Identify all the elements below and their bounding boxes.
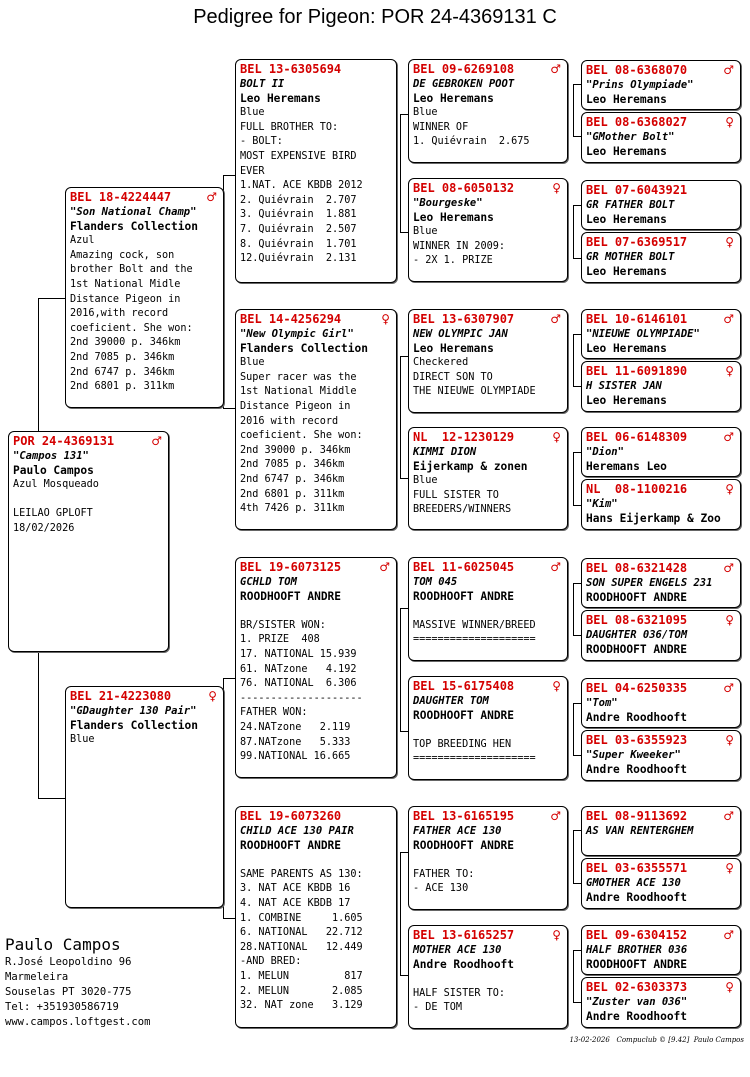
info-line: - ACE 130 — [413, 883, 469, 895]
info-line — [413, 604, 563, 619]
info-line: 1. COMBINE 1.605 — [240, 912, 363, 924]
sex-symbol: ♀ — [725, 980, 734, 994]
info-line: Distance Pigeon in — [70, 293, 181, 305]
ring-number: BEL 08-9113692 — [586, 809, 688, 823]
sex-symbol: ♂ — [550, 560, 561, 574]
pigeon-dssd[interactable] — [581, 610, 741, 661]
ring-number: BEL 11-6091890 — [586, 364, 688, 378]
info-line: FATHER TO: — [413, 868, 475, 880]
pigeon-ddd[interactable] — [408, 925, 568, 1029]
sex-symbol: ♀ — [725, 861, 734, 875]
sex-symbol: ♂ — [550, 62, 561, 76]
ring-number: BEL 13-6165195 — [413, 809, 515, 823]
breeder-name: Andre Roodhooft — [586, 710, 688, 724]
ring-number: POR 24-4369131 — [13, 434, 115, 448]
breeder-name: Flanders Collection — [240, 341, 368, 355]
info-line: FULL SISTER TO — [413, 489, 499, 501]
pigeon-sdd[interactable] — [408, 427, 568, 530]
info-line: 2nd 7085 p. 346km — [240, 459, 345, 471]
breeder-name: Flanders Collection — [70, 219, 198, 233]
ring-number: BEL 21-4223080 — [70, 689, 172, 703]
ring-number: BEL 03-6355923 — [586, 733, 688, 747]
sex-symbol: ♀ — [552, 679, 561, 693]
info-line: 28.NATIONAL 12.449 — [240, 941, 363, 953]
info-line: 2. MELUN 2.085 — [240, 985, 363, 997]
ring-number: BEL 08-6050132 — [413, 181, 515, 195]
sex-symbol: ♀ — [208, 689, 217, 703]
breeder-name: Andre Roodhooft — [586, 762, 688, 776]
pigeon-name: "Super Kweeker" — [586, 749, 681, 761]
pigeon-name: MOTHER ACE 130 — [413, 944, 502, 956]
pigeon-name: AS VAN RENTERGHEM — [586, 825, 694, 837]
breeder-name: Leo Heremans — [586, 92, 667, 106]
pigeon-name: DAUGHTER 036/TOM — [586, 629, 688, 641]
info-line: 12.Quiévrain 2.131 — [240, 253, 357, 265]
pigeon-sire[interactable] — [65, 187, 224, 408]
pigeon-name: "GDaughter 130 Pair" — [70, 705, 197, 717]
pigeon-ssdd[interactable] — [581, 232, 741, 283]
info-line: Blue — [240, 357, 265, 369]
info-line: MASSIVE WINNER/BREED — [413, 619, 536, 631]
info-line: TOP BREEDING HEN — [413, 738, 512, 750]
sex-symbol: ♀ — [725, 733, 734, 747]
breeder-name: ROODHOOFT ANDRE — [413, 838, 515, 852]
breeder-name: Leo Heremans — [413, 341, 494, 355]
ring-number: BEL 07-6369517 — [586, 235, 688, 249]
pigeon-name: GR FATHER BOLT — [586, 199, 675, 211]
ring-number: NL 12-1230129 — [413, 430, 515, 444]
info-line: 1. MELUN 817 — [240, 970, 363, 982]
info-line: Blue — [413, 475, 438, 487]
breeder-name: Flanders Collection — [70, 718, 198, 732]
pigeon-ddds[interactable] — [581, 925, 741, 975]
info-line: 2016,with record — [70, 308, 169, 320]
pigeon-name: "New Olympic Girl" — [240, 328, 354, 340]
info-line: 76. NATIONAL 6.306 — [240, 678, 357, 690]
sex-symbol: ♂ — [723, 312, 734, 326]
ring-number: BEL 18-4224447 — [70, 190, 172, 204]
info-line: 2nd 7085 p. 346km — [70, 351, 175, 363]
info-line: 2016 with record — [240, 415, 339, 427]
info-line: Azul Mosqueado — [13, 479, 99, 491]
ring-number: BEL 13-6305694 — [240, 62, 342, 76]
breeder-name: Leo Heremans — [586, 341, 667, 355]
info-line: WINNER IN 2009: — [413, 240, 506, 252]
info-line: 1st National Middle — [240, 386, 357, 398]
info-line: FULL BROTHER TO: — [240, 121, 339, 133]
info-line: 2nd 6747 p. 346km — [70, 366, 175, 378]
info-line: 61. NATzone 4.192 — [240, 663, 357, 675]
breeder-name: Andre Roodhooft — [586, 1009, 688, 1023]
info-line: 1st National Midle — [70, 278, 181, 290]
info-line: 4th 7426 p. 311km — [240, 503, 345, 515]
breeder-name: ROODHOOFT ANDRE — [413, 708, 515, 722]
sex-symbol: ♂ — [379, 560, 390, 574]
pigeon-name: "GMother Bolt" — [586, 131, 675, 143]
info-line: 99.NATIONAL 16.665 — [240, 751, 351, 763]
pigeon-name: "Bourgeske" — [413, 197, 483, 209]
sex-symbol: ♂ — [723, 809, 734, 823]
ring-number: BEL 09-6304152 — [586, 928, 688, 942]
pigeon-sss[interactable] — [408, 59, 568, 163]
pigeon-dddd[interactable] — [581, 977, 741, 1028]
breeder-name: Leo Heremans — [586, 144, 667, 158]
page-title: Pedigree for Pigeon: POR 24-4369131 C — [193, 6, 557, 28]
breeder-name: Leo Heremans — [586, 212, 667, 226]
pigeon-name: "Zuster van 036" — [586, 996, 688, 1008]
sex-symbol: ♂ — [723, 561, 734, 575]
breeder-name: ROODHOOFT ANDRE — [413, 589, 515, 603]
info-line: Blue — [70, 734, 95, 746]
breeder-name: Leo Heremans — [586, 393, 667, 407]
breeder-name: Heremans Leo — [586, 459, 667, 473]
sex-symbol: ♀ — [725, 482, 734, 496]
owner-phone: Tel: +351930586719 — [5, 1001, 119, 1013]
info-line: BR/SISTER WON: — [240, 619, 326, 631]
info-line: SAME PARENTS AS 130: — [240, 868, 363, 880]
info-line: -AND BRED: — [240, 956, 302, 968]
info-line: 4. NAT ACE KBDB 17 — [240, 897, 351, 909]
ring-number: BEL 08-6321095 — [586, 613, 688, 627]
pigeon-name: "Tom" — [586, 697, 618, 709]
ring-number: BEL 06-6148309 — [586, 430, 688, 444]
info-line: 8. Quiévrain 1.701 — [240, 238, 357, 250]
breeder-name: Leo Heremans — [240, 91, 321, 105]
breeder-name: Leo Heremans — [586, 264, 667, 278]
pigeon-sssd[interactable] — [581, 112, 741, 163]
ring-number: BEL 04-6250335 — [586, 681, 688, 695]
pigeon-name: H SISTER JAN — [586, 380, 662, 392]
info-line: ==================== — [413, 634, 536, 646]
pigeon-name: "Son National Champ" — [70, 206, 197, 218]
pigeon-name: "Prins Olympiade" — [586, 79, 694, 91]
pigeon-dsds[interactable] — [581, 678, 741, 728]
breeder-name: ROODHOOFT ANDRE — [240, 589, 342, 603]
pigeon-dam[interactable] — [65, 686, 224, 908]
info-line: - BOLT: — [240, 136, 283, 148]
info-line: Blue — [413, 107, 438, 119]
info-line: 2. Quiévrain 2.707 — [240, 194, 357, 206]
ring-number: BEL 15-6175408 — [413, 679, 515, 693]
ring-number: BEL 13-6307907 — [413, 312, 515, 326]
info-line: coeficient. She won: — [70, 322, 193, 334]
ring-number: BEL 14-4256294 — [240, 312, 342, 326]
breeder-name: Andre Roodhooft — [586, 890, 688, 904]
pigeon-dsdd[interactable] — [581, 730, 741, 781]
info-line: 1. PRIZE 408 — [240, 634, 320, 646]
owner-address-line: R.José Leopoldino 96 — [5, 956, 132, 968]
sex-symbol: ♂ — [723, 63, 734, 77]
sex-symbol: ♀ — [552, 430, 561, 444]
info-line: Amazing cock, son — [70, 249, 175, 261]
info-line: 32. NAT zone 3.129 — [240, 1000, 363, 1012]
info-line — [240, 853, 392, 868]
ring-number: BEL 13-6165257 — [413, 928, 515, 942]
pigeon-name: CHILD ACE 130 PAIR — [240, 825, 354, 837]
pigeon-ssss[interactable] — [581, 60, 741, 110]
info-line: 7. Quiévrain 2.507 — [240, 223, 357, 235]
breeder-name: Leo Heremans — [413, 210, 494, 224]
pigeon-sdds[interactable] — [581, 427, 741, 477]
owner-website[interactable]: www.campos.loftgest.com — [5, 1016, 151, 1028]
sex-symbol: ♀ — [725, 613, 734, 627]
owner-info — [5, 935, 150, 1030]
info-line: 3. NAT ACE KBDB 16 — [240, 883, 351, 895]
info-line: -------------------- — [240, 692, 363, 704]
breeder-name: ROODHOOFT ANDRE — [586, 957, 688, 971]
info-line: 2nd 6801 p. 311km — [240, 488, 345, 500]
pigeon-dam-dam[interactable] — [235, 806, 397, 1028]
sex-symbol: ♂ — [723, 928, 734, 942]
breeder-name: Hans Eijerkamp & Zoo — [586, 511, 721, 525]
info-line: BREEDERS/WINNERS — [413, 504, 512, 516]
ring-number: BEL 02-6303373 — [586, 980, 688, 994]
info-line: 1. Quiévrain 2.675 — [413, 136, 530, 148]
pigeon-name: NEW OLYMPIC JAN — [413, 328, 508, 340]
ring-number: BEL 19-6073260 — [240, 809, 342, 823]
info-line — [240, 604, 392, 619]
pigeon-name: "NIEUWE OLYMPIADE" — [586, 328, 700, 340]
info-line: - DE TOM — [413, 1002, 463, 1014]
pigeon-ddsd[interactable] — [581, 858, 741, 909]
pigeon-ssd[interactable] — [408, 178, 568, 282]
sex-symbol: ♂ — [151, 434, 162, 448]
pigeon-ssds[interactable] — [581, 180, 741, 230]
info-line: 17. NATIONAL 15.939 — [240, 648, 357, 660]
info-line — [413, 972, 563, 987]
ring-number: BEL 09-6269108 — [413, 62, 515, 76]
info-line: MOST EXPENSIVE BIRD — [240, 150, 357, 162]
sex-symbol: ♀ — [552, 928, 561, 942]
footer-credit: 13-02-2026 Compuclub © [9.42] Paulo Campos — [569, 1036, 744, 1044]
pigeon-name: "Dion" — [586, 446, 624, 458]
info-line: Blue — [240, 107, 265, 119]
ring-number: BEL 03-6355571 — [586, 861, 688, 875]
ring-number: BEL 11-6025045 — [413, 560, 515, 574]
pigeon-name: TOM 045 — [413, 576, 458, 588]
pigeon-sdss[interactable] — [581, 309, 741, 359]
pigeon-name: "Campos 131" — [13, 450, 89, 462]
sex-symbol: ♀ — [725, 364, 734, 378]
ring-number: BEL 08-6368027 — [586, 115, 688, 129]
pigeon-sdsd[interactable] — [581, 361, 741, 412]
info-line — [413, 853, 563, 868]
pigeon-dsd[interactable] — [408, 676, 568, 780]
breeder-name: Paulo Campos — [13, 463, 94, 477]
info-line: EVER — [240, 165, 265, 177]
owner-address-line: Souselas PT 3020-775 — [5, 986, 132, 998]
pigeon-subject[interactable] — [8, 431, 169, 652]
breeder-name: ROODHOOFT ANDRE — [586, 642, 688, 656]
pigeon-ddss[interactable] — [581, 806, 741, 856]
sex-symbol: ♂ — [206, 190, 217, 204]
ring-number: BEL 10-6146101 — [586, 312, 688, 326]
info-line: coeficient. She won: — [240, 430, 363, 442]
info-line: 2nd 6801 p. 311km — [70, 381, 175, 393]
info-line: HALF SISTER TO: — [413, 987, 506, 999]
info-line: 24.NATzone 2.119 — [240, 721, 351, 733]
pigeon-dam-sire[interactable] — [235, 557, 397, 778]
info-line: Distance Pigeon in — [240, 400, 351, 412]
info-line: 2nd 39000 p. 346km — [70, 337, 181, 349]
pigeon-name: SON SUPER ENGELS 231 — [586, 577, 713, 589]
pigeon-name: "Kim" — [586, 498, 618, 510]
pigeon-sire-sire[interactable] — [235, 59, 397, 283]
sex-symbol: ♂ — [723, 681, 734, 695]
sex-symbol: ♂ — [550, 809, 561, 823]
info-line: Azul — [70, 235, 95, 247]
pigeon-name: KIMMI DION — [413, 446, 477, 458]
breeder-name: Eijerkamp & zonen — [413, 459, 528, 473]
ring-number: BEL 08-6368070 — [586, 63, 688, 77]
info-line: Super racer was the — [240, 371, 357, 383]
info-line: Blue — [413, 226, 438, 238]
sex-symbol: ♀ — [552, 181, 561, 195]
info-line: Checkered — [413, 357, 469, 369]
breeder-name: ROODHOOFT ANDRE — [240, 838, 342, 852]
sex-symbol: ♀ — [725, 115, 734, 129]
info-line: FATHER WON: — [240, 707, 308, 719]
pigeon-name: GCHLD TOM — [240, 576, 297, 588]
info-line — [13, 493, 164, 508]
pigeon-name: BOLT II — [240, 78, 285, 90]
pigeon-name: GMOTHER ACE 130 — [586, 877, 681, 889]
info-line: brother Bolt and the — [70, 264, 193, 276]
info-line — [413, 723, 563, 738]
info-line: 2nd 6747 p. 346km — [240, 473, 345, 485]
pigeon-sire-dam[interactable] — [235, 309, 397, 530]
info-line: 6. NATIONAL 22.712 — [240, 927, 363, 939]
info-line: 1.NAT. ACE KBDB 2012 — [240, 180, 363, 192]
sex-symbol: ♀ — [381, 312, 390, 326]
pigeon-name: GR MOTHER BOLT — [586, 251, 675, 263]
info-line: DIRECT SON TO — [413, 371, 493, 383]
owner-name: Paulo Campos — [5, 935, 121, 954]
info-line: 18/02/2026 — [13, 522, 75, 534]
pigeon-dss[interactable] — [408, 557, 568, 661]
breeder-name: ROODHOOFT ANDRE — [586, 590, 688, 604]
pigeon-name: FATHER ACE 130 — [413, 825, 502, 837]
info-line: WINNER OF — [413, 121, 469, 133]
ring-number: BEL 19-6073125 — [240, 560, 342, 574]
pigeon-sds[interactable] — [408, 309, 568, 413]
ring-number: BEL 08-6321428 — [586, 561, 688, 575]
ring-number: NL 08-1100216 — [586, 482, 688, 496]
info-line: - 2X 1. PRIZE — [413, 255, 493, 267]
pigeon-dds[interactable] — [408, 806, 568, 910]
pigeon-dsss[interactable] — [581, 558, 741, 608]
sex-symbol: ♀ — [725, 235, 734, 249]
sex-symbol: ♂ — [550, 312, 561, 326]
info-line: THE NIEUWE OLYMPIADE — [413, 386, 536, 398]
breeder-name: Andre Roodhooft — [413, 957, 515, 971]
pigeon-name: DE GEBROKEN POOT — [413, 78, 515, 90]
info-line: 2nd 39000 p. 346km — [240, 444, 351, 456]
pigeon-name: DAUGHTER TOM — [413, 695, 489, 707]
pigeon-sddd[interactable] — [581, 479, 741, 530]
owner-address-line: Marmeleira — [5, 971, 69, 983]
info-line: LEILAO GPLOFT — [13, 508, 93, 520]
info-line: ==================== — [413, 753, 536, 765]
pigeon-name: HALF BROTHER 036 — [586, 944, 688, 956]
info-line: 87.NATzone 5.333 — [240, 736, 351, 748]
sex-symbol: ♂ — [723, 430, 734, 444]
ring-number: BEL 07-6043921 — [586, 183, 688, 197]
breeder-name: Leo Heremans — [413, 91, 494, 105]
info-line: 3. Quiévrain 1.881 — [240, 209, 357, 221]
